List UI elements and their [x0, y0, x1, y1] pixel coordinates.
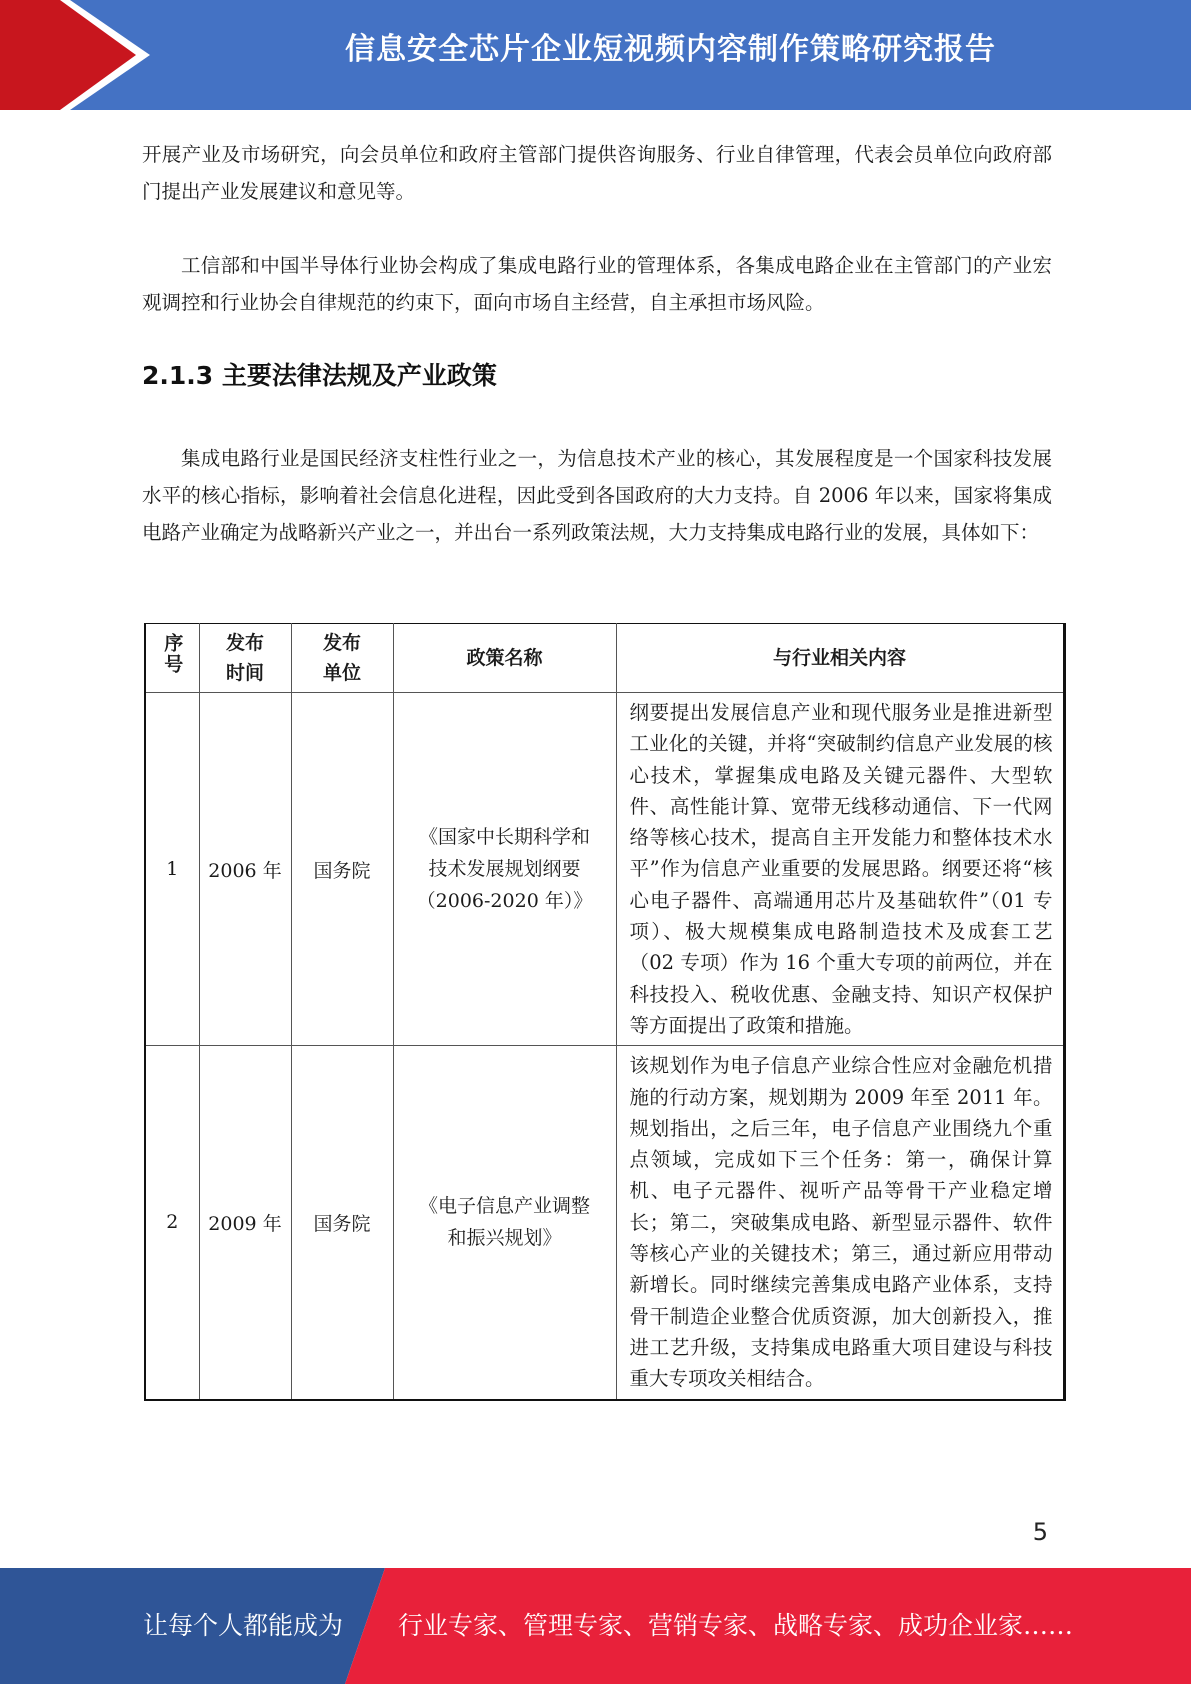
paragraph-association-duties: 开展产业及市场研究，向会员单位和政府主管部门提供咨询服务、行业自律管理，代表会员单位向政府部门提出产业发展建议和意见等。	[142, 143, 1052, 203]
cell-related-content: 纲要提出发展信息产业和现代服务业是推进新型工业化的关键，并将“突破制约信息产业发展的核心技术，掌握集成电路及关键元器件、大型软件、高性能计算、宽带无线移动通信、下一代网络等核心技术，提高自主开发能力和整体技术水平”作为信息产业重要的发展思路。纲要还将“核心电子器件、高端通用芯片及基础软件”（01 专项）、极大规模集成电路制造技术及成套工艺（02 专项）作为 16 个重大专项的前两位，并在科技投入、税收优惠、金融支持、知识产权保护等方面提出了政策和措施。	[616, 693, 1064, 1046]
paragraph-management-system: 工信部和中国半导体行业协会构成了集成电路行业的管理体系，各集成电路企业在主管部门的产业宏观调控和行业协会自律规范的约束下，面向市场自主经营，自主承担市场风险。	[142, 254, 1052, 314]
table-row	[145, 693, 1064, 1046]
header-date: 发布时间	[199, 624, 291, 693]
cell-issuer: 国务院	[291, 693, 393, 1046]
page-number: 5	[1032, 1518, 1048, 1546]
footer-slogan-roles: 行业专家、管理专家、营销专家、战略专家、成功企业家……	[398, 1611, 1074, 1640]
header-band	[0, 0, 1191, 110]
cell-policy-name: 《国家中长期科学和技术发展规划纲要（2006-2020 年）》	[393, 693, 616, 1046]
table-row	[145, 1046, 1064, 1400]
policy-table	[144, 623, 1066, 1401]
cell-date: 2006 年	[199, 693, 291, 1046]
cell-index: 1	[145, 693, 199, 1046]
cell-date: 2009 年	[199, 1046, 291, 1400]
section-heading: 2.1.3 主要法律法规及产业政策	[142, 361, 497, 390]
footer-slogan-lead: 让每个人都能成为	[143, 1611, 344, 1640]
chevron-arrow-icon	[0, 0, 160, 110]
footer-band	[0, 1568, 1191, 1684]
table-header-row	[145, 624, 1064, 693]
header-policy-name: 政策名称	[393, 624, 616, 693]
report-title: 信息安全芯片企业短视频内容制作策略研究报告	[345, 32, 996, 67]
header-related-content: 与行业相关内容	[616, 624, 1064, 693]
header-index: 序号	[145, 624, 199, 693]
cell-index: 2	[145, 1046, 199, 1400]
paragraph-policy-intro: 集成电路行业是国民经济支柱性行业之一，为信息技术产业的核心，其发展程度是一个国家科技发展水平的核心指标，影响着社会信息化进程，因此受到各国政府的大力支持。自 2006 年以来，国家将集成电路产业确定为战略新兴产业之一，并出台一系列政策法规，大力支持集成电路行业的发展，具体如下：	[142, 447, 1052, 544]
cell-issuer: 国务院	[291, 1046, 393, 1400]
cell-policy-name: 《电子信息产业调整和振兴规划》	[393, 1046, 616, 1400]
cell-related-content: 该规划作为电子信息产业综合性应对金融危机措施的行动方案，规划期为 2009 年至 2011 年。规划指出，之后三年，电子信息产业围绕九个重点领域，完成如下三个任务：第一，确保计算机、电子元器件、视听产品等骨干产业稳定增长；第二，突破集成电路、新型显示器件、软件等核心产业的关键技术；第三，通过新应用带动新增长。同时继续完善集成电路产业体系，支持骨干制造企业整合优质资源，加大创新投入，推进工艺升级，支持集成电路重大项目建设与科技重大专项攻关相结合。	[616, 1046, 1064, 1400]
header-issuer: 发布单位	[291, 624, 393, 693]
